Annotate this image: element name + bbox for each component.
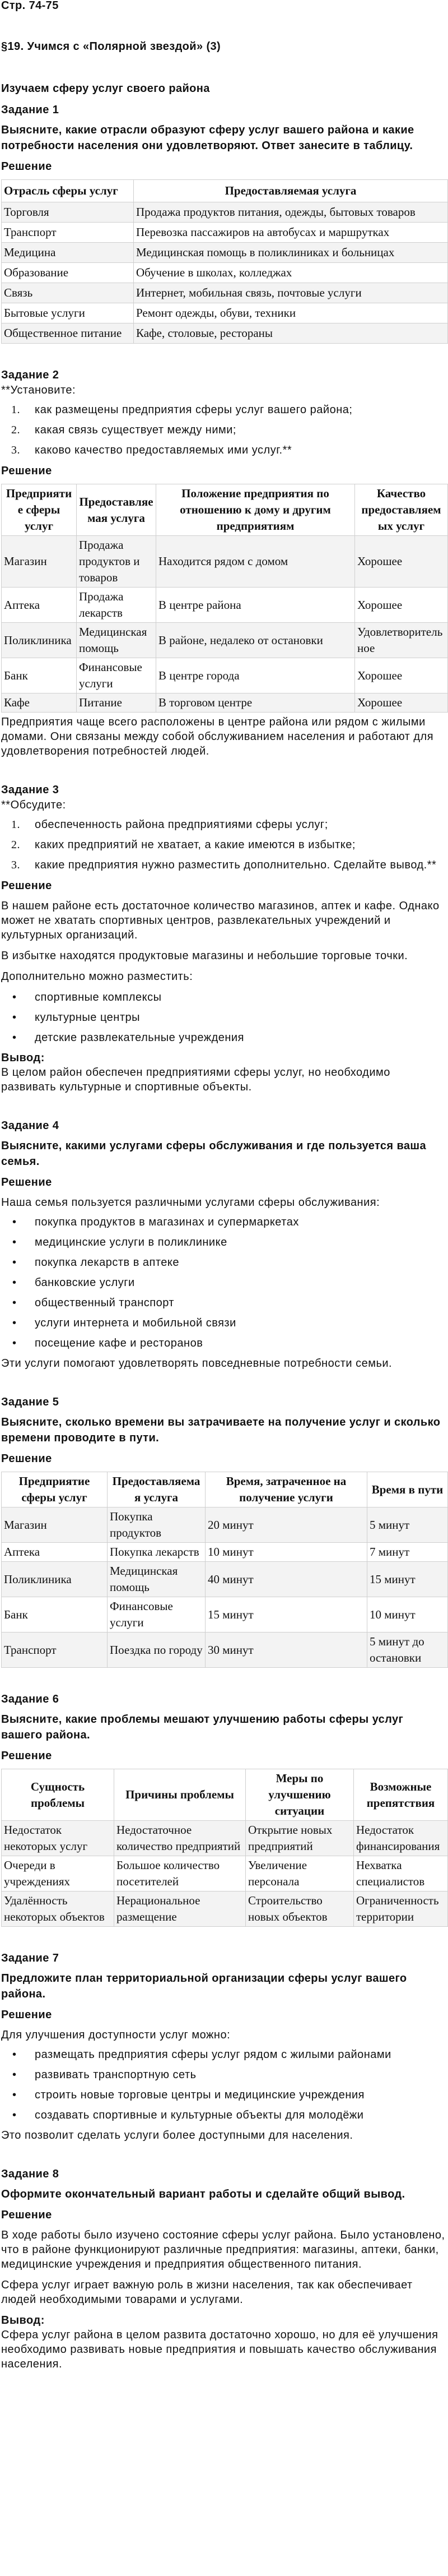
list-item: [1, 1275, 447, 1290]
table-row: [2, 536, 448, 588]
answer-paragraph: Эти услуги помогают удовлетворять повседневные потребности семьи.: [1, 1357, 393, 1370]
answer-paragraph: Это позволит сделать услуги более доступными для населения.: [1, 2129, 353, 2142]
table-cell: 7 минут: [367, 1543, 448, 1562]
section-title: §19. Учимся с «Полярной звездой» (3): [1, 40, 221, 53]
conclusion-label: Вывод:: [1, 2314, 45, 2327]
bullet-list: [1, 990, 447, 1045]
list-item: [1, 423, 447, 437]
table-cell: В центре района: [156, 588, 355, 623]
bullet-list: [1, 1215, 447, 1351]
table-header: Качество предоставляемых услуг: [355, 484, 448, 536]
table-row: [2, 693, 448, 713]
table-row: [2, 1632, 448, 1668]
list-item: [1, 403, 447, 417]
task-7: [1, 1950, 447, 2143]
task-question: Оформите окончательный вариант работы и сделайте общий вывод.: [1, 2188, 405, 2200]
bullet-icon: •: [12, 1277, 17, 1289]
list-item-text: какие предприятия нужно разместить дополнительно. Сделайте вывод.**: [35, 859, 437, 871]
answer-paragraph: Сфера услуг играет важную роль в жизни населения, так как обеспечивает людей необходимыми товарами и услугами.: [1, 2279, 413, 2306]
task-title: Задание 3: [1, 784, 59, 796]
answer-paragraph: Предприятия чаще всего расположены в центре района или рядом с жилыми домами. Они связаны между собой обслуживанием населения и работают для удовлетворения потребностей людей.: [1, 716, 434, 757]
task-title: Задание 2: [1, 369, 59, 381]
table-row: [2, 202, 448, 223]
task-title: Задание 4: [1, 1120, 59, 1132]
table-cell: Продажа продуктов питания, одежды, бытовых товаров: [134, 202, 448, 223]
list-item: [1, 2108, 447, 2122]
bullet-icon: •: [12, 2089, 17, 2101]
section-subtitle: Изучаем сферу услуг своего района: [1, 82, 210, 95]
list-item-text: спортивные комплексы: [35, 991, 162, 1003]
list-number: 3.: [11, 444, 20, 456]
task-question: Выясните, сколько времени вы затрачиваете на получение услуг и сколько времени проводите в пути.: [1, 1416, 441, 1444]
table-row: [2, 623, 448, 658]
bullet-icon: •: [12, 1317, 17, 1329]
enterprises-table: [1, 484, 448, 713]
solution-label: Решение: [1, 1750, 52, 1762]
list-item-text: развивать транспортную сеть: [35, 2069, 197, 2081]
table-cell: Увеличение персонала: [246, 1856, 354, 1891]
table-cell: В районе, недалеко от остановки: [156, 623, 355, 658]
table-header: Меры по улучшению ситуации: [246, 1769, 354, 1821]
table-header-row: [2, 1769, 448, 1821]
table-cell: Нерациональное размещение: [114, 1891, 246, 1927]
table-cell: 20 минут: [206, 1507, 367, 1543]
table-cell: Покупка лекарств: [108, 1543, 206, 1562]
task-1: [1, 102, 447, 344]
task-question: Выясните, какие отрасли образуют сферу услуг вашего района и какие потребности населения они удовлетворяют. Ответ занесите в таблицу.: [1, 124, 414, 152]
table-cell: Хорошее: [355, 658, 448, 693]
bullet-icon: •: [12, 1216, 17, 1228]
conclusion-text: Сфера услуг района в целом развита достаточно хорошо, но для её улучшения необходимо развивать новые предприятия и повышать качество обслуживания населения.: [1, 2329, 438, 2370]
list-number: 2.: [11, 839, 20, 851]
solution-label: Решение: [1, 160, 52, 173]
answer-paragraph: В нашем районе есть достаточное количество магазинов, аптек и кафе. Однако может не хватать спортивных центров, развлекательных учреждений и культурных организаций.: [1, 900, 440, 941]
list-item: [1, 1296, 447, 1310]
table-cell: 5 минут до остановки: [367, 1632, 448, 1668]
bullet-icon: •: [12, 1011, 17, 1024]
table-row: [2, 283, 448, 303]
answer-paragraph: Для улучшения доступности услуг можно:: [1, 2029, 231, 2041]
solution-label: Решение: [1, 1453, 52, 1465]
table-cell: Питание: [77, 693, 156, 713]
numbered-list: [1, 817, 447, 872]
table-cell: Аптека: [2, 1543, 108, 1562]
table-cell: Банк: [2, 658, 77, 693]
list-item-text: услуги интернета и мобильной связи: [35, 1317, 236, 1329]
list-item: [1, 2088, 447, 2102]
task-title: Задание 8: [1, 2168, 59, 2180]
table-header: Предоставляемая услуга: [134, 180, 448, 202]
table-row: [2, 1562, 448, 1597]
list-item: [1, 817, 447, 832]
table-cell: Хорошее: [355, 536, 448, 588]
list-number: 3.: [11, 859, 20, 871]
table-header: Время в пути: [367, 1472, 448, 1507]
table-cell: 40 минут: [206, 1562, 367, 1597]
bullet-icon: •: [12, 2069, 17, 2081]
table-cell: Бытовые услуги: [2, 303, 134, 323]
table-cell: Обучение в школах, колледжах: [134, 263, 448, 283]
solution-label: Решение: [1, 880, 52, 892]
table-header: Отрасль сферы услуг: [2, 180, 134, 202]
table-header: Предоставляемая услуга: [77, 484, 156, 536]
list-item-text: посещение кафе и ресторанов: [35, 1337, 203, 1349]
table-cell: Банк: [2, 1597, 108, 1632]
table-row: [2, 223, 448, 243]
task-question: Предложите план территориальной организации сферы услуг вашего района.: [1, 1972, 407, 2000]
table-cell: Ограниченность территории: [354, 1891, 448, 1927]
table-cell: Кафе, столовые, рестораны: [134, 323, 448, 344]
table-row: [2, 303, 448, 323]
table-cell: Недостаток финансирования: [354, 1821, 448, 1856]
table-cell: Поликлиника: [2, 623, 77, 658]
table-header: Возможные препятствия: [354, 1769, 448, 1821]
table-cell: Связь: [2, 283, 134, 303]
table-cell: Продажа лекарств: [77, 588, 156, 623]
table-cell: Общественное питание: [2, 323, 134, 344]
task-2: [1, 367, 447, 759]
table-cell: Перевозка пассажиров на автобусах и маршрутках: [134, 223, 448, 243]
list-item-text: строить новые торговые центры и медицинские учреждения: [35, 2089, 365, 2101]
list-item-text: создавать спортивные и культурные объекты для молодёжи: [35, 2109, 364, 2121]
list-item-text: банковские услуги: [35, 1277, 135, 1289]
table-row: [2, 1597, 448, 1632]
bullet-icon: •: [12, 1032, 17, 1044]
table-header: Предоставляемая услуга: [108, 1472, 206, 1507]
table-cell: Медицина: [2, 243, 134, 263]
table-cell: 15 минут: [206, 1597, 367, 1632]
task-title: Задание 6: [1, 1693, 59, 1705]
table-cell: Финансовые услуги: [77, 658, 156, 693]
list-item: [1, 1235, 447, 1250]
task-question: Выясните, какими услугами сферы обслуживания и где пользуется ваша семья.: [1, 1140, 427, 1168]
table-cell: Ремонт одежды, обуви, техники: [134, 303, 448, 323]
solution-label: Решение: [1, 2209, 52, 2221]
list-item-text: покупка продуктов в магазинах и супермаркетах: [35, 1216, 299, 1228]
list-item-text: общественный транспорт: [35, 1297, 175, 1309]
conclusion-text: В целом район обеспечен предприятиями сферы услуг, но необходимо развивать культурные и спортивные объекты.: [1, 1066, 390, 1093]
problems-table: [1, 1769, 448, 1927]
table-cell: Поликлиника: [2, 1562, 108, 1597]
list-item-text: обеспеченность района предприятиями сферы услуг;: [35, 818, 328, 831]
table-cell: Кафе: [2, 693, 77, 713]
table-row: [2, 263, 448, 283]
list-item: [1, 1010, 447, 1025]
table-cell: Находится рядом с домом: [156, 536, 355, 588]
table-cell: Магазин: [2, 536, 77, 588]
table-cell: 30 минут: [206, 1632, 367, 1668]
task-8: [1, 2166, 447, 2371]
table-header: Предприятие сферы услуг: [2, 1472, 108, 1507]
services-table: [1, 179, 448, 344]
list-item-text: какая связь существует между ними;: [35, 424, 236, 436]
list-item: [1, 1336, 447, 1351]
table-header: Сущность проблемы: [2, 1769, 114, 1821]
table-cell: 10 минут: [206, 1543, 367, 1562]
task-title: Задание 1: [1, 104, 59, 116]
table-row: [2, 243, 448, 263]
table-row: [2, 1507, 448, 1543]
table-cell: Хорошее: [355, 588, 448, 623]
list-item: [1, 858, 447, 872]
table-cell: Удалённость некоторых объектов: [2, 1891, 114, 1927]
table-row: [2, 1891, 448, 1927]
list-item: [1, 1255, 447, 1270]
conclusion-label: Вывод:: [1, 1052, 45, 1064]
table-cell: Медицинская помощь в поликлиниках и больницах: [134, 243, 448, 263]
table-cell: Поездка по городу: [108, 1632, 206, 1668]
table-cell: Недостаток некоторых услуг: [2, 1821, 114, 1856]
bullet-icon: •: [12, 1297, 17, 1309]
bullet-icon: •: [12, 1236, 17, 1248]
list-item: [1, 2047, 447, 2062]
bullet-icon: •: [12, 2109, 17, 2121]
table-row: [2, 588, 448, 623]
list-item: [1, 2068, 447, 2082]
table-row: [2, 1856, 448, 1891]
table-cell: Медицинская помощь: [108, 1562, 206, 1597]
table-cell: В торговом центре: [156, 693, 355, 713]
table-cell: Транспорт: [2, 1632, 108, 1668]
list-number: 2.: [11, 424, 20, 436]
table-cell: Образование: [2, 263, 134, 283]
table-header: Положение предприятия по отношению к дому и другим предприятиям: [156, 484, 355, 536]
answer-paragraph: В избытке находятся продуктовые магазины и небольшие торговые точки.: [1, 950, 408, 962]
table-cell: Транспорт: [2, 223, 134, 243]
list-item-text: детские развлекательные учреждения: [35, 1032, 244, 1044]
list-number: 1.: [11, 404, 20, 416]
table-cell: Аптека: [2, 588, 77, 623]
table-cell: Покупка продуктов: [108, 1507, 206, 1543]
table-cell: Очереди в учреждениях: [2, 1856, 114, 1891]
solution-label: Решение: [1, 2009, 52, 2021]
list-item-text: каково качество предоставляемых ими услуг.**: [35, 444, 292, 456]
task-intro: **Установите:: [1, 384, 76, 396]
table-cell: Торговля: [2, 202, 134, 223]
table-cell: Продажа продуктов и товаров: [77, 536, 156, 588]
task-question: Выясните, какие проблемы мешают улучшению работы сферы услуг вашего района.: [1, 1713, 404, 1741]
table-row: [2, 323, 448, 344]
list-item: [1, 1316, 447, 1330]
table-cell: 15 минут: [367, 1562, 448, 1597]
bullet-icon: •: [12, 991, 17, 1003]
table-header: Время, затраченное на получение услуги: [206, 1472, 367, 1507]
list-item: [1, 838, 447, 852]
list-number: 1.: [11, 818, 20, 831]
table-cell: Финансовые услуги: [108, 1597, 206, 1632]
list-item: [1, 443, 447, 457]
list-item-text: размещать предприятия сферы услуг рядом с жилыми районами: [35, 2048, 391, 2061]
table-cell: Магазин: [2, 1507, 108, 1543]
table-row: [2, 1543, 448, 1562]
table-header: Причины проблемы: [114, 1769, 246, 1821]
table-cell: Большое количество посетителей: [114, 1856, 246, 1891]
task-4: [1, 1118, 447, 1371]
list-item-text: культурные центры: [35, 1011, 141, 1024]
list-item-text: каких предприятий не хватает, а какие имеются в избытке;: [35, 839, 356, 851]
list-item: [1, 1215, 447, 1229]
solution-label: Решение: [1, 1176, 52, 1188]
bullet-icon: •: [12, 1337, 17, 1349]
table-header-row: [2, 1472, 448, 1507]
task-title: Задание 5: [1, 1396, 59, 1408]
table-cell: Интернет, мобильная связь, почтовые услуги: [134, 283, 448, 303]
table-cell: Удовлетворительное: [355, 623, 448, 658]
bullet-list: [1, 2047, 447, 2122]
list-item-text: медицинские услуги в поликлинике: [35, 1236, 227, 1248]
table-header: Предприятие сферы услуг: [2, 484, 77, 536]
table-cell: 10 минут: [367, 1597, 448, 1632]
table-header-row: [2, 484, 448, 536]
list-item: [1, 990, 447, 1005]
table-cell: Строительство новых объектов: [246, 1891, 354, 1927]
page-label: Стр. 74-75: [1, 0, 59, 12]
list-item-text: покупка лекарств в аптеке: [35, 1256, 179, 1269]
table-cell: В центре города: [156, 658, 355, 693]
answer-paragraph: Дополнительно можно разместить:: [1, 970, 193, 983]
task-intro: **Обсудите:: [1, 799, 66, 811]
bullet-icon: •: [12, 2048, 17, 2061]
answer-paragraph: В ходе работы было изучено состояние сферы услуг района. Было установлено, что в районе функционируют различные предприятия: магазины, аптеки, банки, медицинские учреждения и предприятия общественного питания.: [1, 2229, 445, 2270]
bullet-icon: •: [12, 1256, 17, 1269]
table-cell: 5 минут: [367, 1507, 448, 1543]
table-row: [2, 1821, 448, 1856]
list-item: [1, 1030, 447, 1045]
table-cell: Медицинская помощь: [77, 623, 156, 658]
list-item-text: как размещены предприятия сферы услуг вашего района;: [35, 404, 353, 416]
table-row: [2, 658, 448, 693]
table-cell: Хорошее: [355, 693, 448, 713]
task-5: [1, 1394, 447, 1668]
task-6: [1, 1691, 447, 1927]
time-table: [1, 1472, 448, 1668]
answer-paragraph: Наша семья пользуется различными услугами сферы обслуживания:: [1, 1196, 380, 1209]
table-cell: Нехватка специалистов: [354, 1856, 448, 1891]
solution-label: Решение: [1, 465, 52, 477]
table-cell: Открытие новых предприятий: [246, 1821, 354, 1856]
table-header-row: [2, 180, 448, 202]
task-3: [1, 782, 447, 1094]
task-title: Задание 7: [1, 1952, 59, 1964]
table-cell: Недостаточное количество предприятий: [114, 1821, 246, 1856]
numbered-list: [1, 403, 447, 457]
